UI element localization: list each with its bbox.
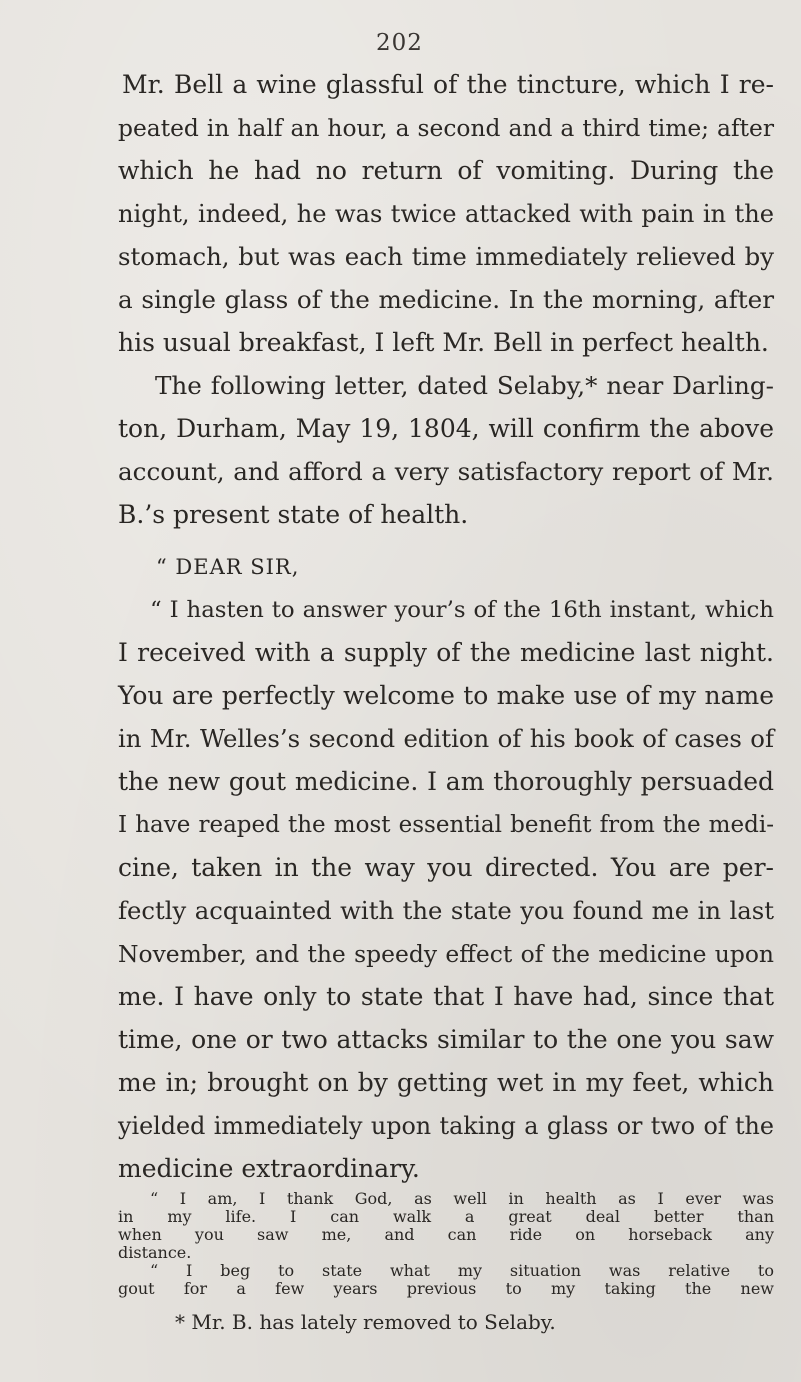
text-line: The following letter, dated Selaby,* near Darling- xyxy=(155,371,774,400)
text-line: night, indeed, he was twice attacked with pain in the xyxy=(118,200,774,228)
text-line: me. I have only to state that I have had, since that xyxy=(118,982,774,1011)
text-line: gout for a few years previous to my taking the new xyxy=(118,1279,774,1298)
text-line: “ I hasten to answer your’s of the 16th instant, which xyxy=(150,597,774,623)
text-line: B.’s present state of health. xyxy=(118,500,469,529)
text-line: time, one or two attacks similar to the one you saw xyxy=(118,1025,774,1054)
text-line: Mr. Bell a wine glassful of the tincture, which I re- xyxy=(122,70,774,99)
text-line: peated in half an hour, a second and a third time; after xyxy=(118,114,774,142)
text-line: fectly acquainted with the state you found me in last xyxy=(118,896,774,925)
footnote: * Mr. B. has lately removed to Selaby. xyxy=(175,1310,556,1334)
text-line: me in; brought on by getting wet in my feet, which xyxy=(118,1068,774,1097)
text-line: You are perfectly welcome to make use of my name xyxy=(118,681,774,710)
text-line: cine, taken in the way you directed. You are per- xyxy=(118,853,774,882)
text-line: November, and the speedy effect of the medicine upon xyxy=(118,940,774,968)
text-line: account, and afford a very satisfactory report of Mr. xyxy=(118,457,774,486)
text-line: distance. xyxy=(118,1243,192,1262)
page-number: 202 xyxy=(376,30,423,56)
text-line: stomach, but was each time immediately relieved by xyxy=(118,242,774,271)
text-line: which he had no return of vomiting. During the xyxy=(118,156,774,185)
text-line: “ I am, I thank God, as well in health as I ever was xyxy=(150,1189,774,1208)
text-line: I have reaped the most essential benefit from the medi- xyxy=(118,812,774,838)
continued-text xyxy=(118,1190,774,1298)
text-line: in Mr. Welles’s second edition of his book of cases of xyxy=(118,724,774,753)
text-line: yielded immediately upon taking a glass or two of the xyxy=(118,1112,774,1140)
text-line: medicine extraordinary. xyxy=(118,1154,420,1183)
text-line: I received with a supply of the medicine last night. xyxy=(118,638,774,667)
text-line: a single glass of the medicine. In the morning, after xyxy=(118,285,774,314)
text-line: the new gout medicine. I am thoroughly persuaded xyxy=(118,767,774,796)
text-line: in my life. I can walk a great deal better than xyxy=(118,1207,774,1226)
salutation: “ DEAR SIR, xyxy=(156,555,300,579)
text-line: his usual breakfast, I left Mr. Bell in perfect health. xyxy=(118,328,769,357)
text-line: when you saw me, and can ride on horseback any xyxy=(118,1225,774,1244)
text-line: “ I beg to state what my situation was relative to xyxy=(150,1261,774,1280)
text-line: ton, Durham, May 19, 1804, will confirm the above xyxy=(118,414,774,443)
